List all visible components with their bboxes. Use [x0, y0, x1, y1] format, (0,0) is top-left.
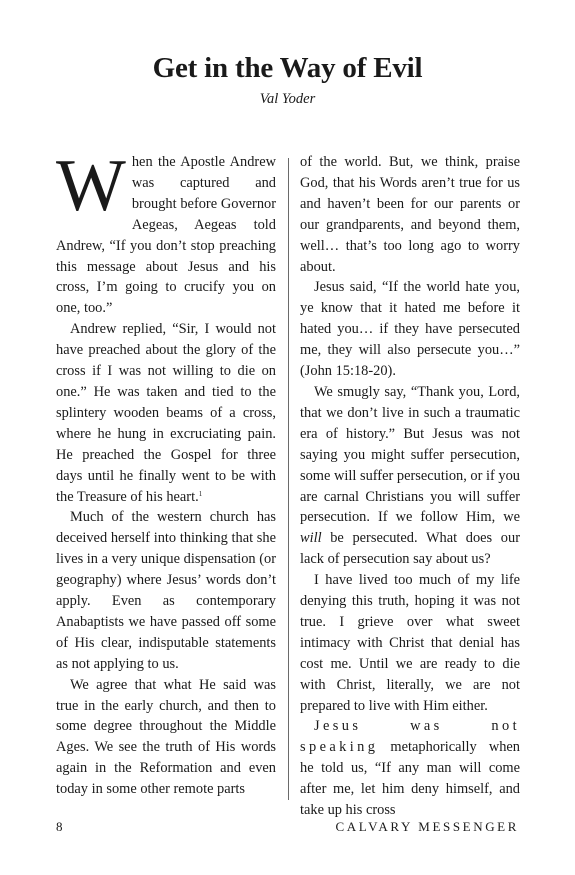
left-paragraph-1 — [56, 145, 276, 319]
article-author: Val Yoder — [259, 91, 316, 107]
right-column — [300, 152, 520, 821]
left-paragraph-2 — [56, 319, 276, 507]
right-paragraph-3 — [300, 382, 520, 570]
publication-name: CALVARY MESSENGER — [335, 819, 519, 834]
footnote-marker: 1 — [198, 489, 203, 498]
left-paragraph-1-text: hen the Apostle Andrew was captured and brought before Governor Aegeas, Aegeas told Andrew, “If you don’t stop preaching this message about Jesus and his cross, I’m going to crucify you on one, too.” — [56, 154, 276, 317]
right-paragraph-5-lead: Jesus was not speaking — [300, 718, 520, 756]
right-paragraph-3-text-b: be persecuted. What does our lack of persecution say about us? — [300, 530, 520, 568]
right-paragraph-2: Jesus said, “If the world hate you, ye know that it hated me before it hated you… if they have persecuted me, they will also persecute you…” (John 15:18-20). — [300, 279, 520, 380]
right-paragraph-3-text-a: We smugly say, “Thank you, Lord, that we don’t live in such a traumatic era of history.” But Jesus was not saying you might suffer persecution, some will suffer persecution, or if you are carnal Christians you will suffer persecution. If we follow Him, we — [300, 383, 520, 526]
right-paragraph-1: of the world. But, we think, praise God, that his Words aren’t true for us and haven’t been for our parents or our grandparents, and beyond them, well… that’s too long ago to worry about. — [300, 154, 520, 275]
left-paragraph-2-text: Andrew replied, “Sir, I would not have preached about the glory of the cross if I was not willing to die on one.” He was taken and tied to the splintery wooden beams of a cross, where he hung in excruciating pain. He preached the Gospel for three days until he finally went to be with the Treasure of his heart. — [56, 321, 276, 505]
right-paragraph-4: I have lived too much of my life denying this truth, hoping it was not true. I grieve over what sweet intimacy with Christ that denial has cost me. Until we are ready to die with Christ, literally, we are not prepared to live with Him either. — [300, 572, 520, 714]
page-number: 8 — [56, 819, 63, 834]
emphasis-will: will — [300, 530, 322, 547]
left-column — [56, 145, 276, 800]
article-title: Get in the Way of Evil — [152, 52, 423, 84]
left-paragraph-3: Much of the western church has deceived herself into thinking that she lives in a very unique dispensation (or geography) where Jesus’ words don’t apply. Even as contemporary Anabaptists we have passed off some of His clear, indisputable statements as not applying to us. — [56, 509, 276, 672]
right-paragraph-5-text: metaphorically when he told us, “If any man will come after me, let him deny himself, and take up his cross — [300, 739, 520, 819]
right-paragraph-5 — [300, 716, 520, 821]
column-divider — [288, 158, 289, 800]
drop-cap: W — [56, 145, 126, 227]
left-paragraph-4: We agree that what He said was true in the early church, and then to some degree throughout the Middle Ages. We see the truth of His words again in the Reformation and even today in some other remote parts — [56, 676, 276, 798]
